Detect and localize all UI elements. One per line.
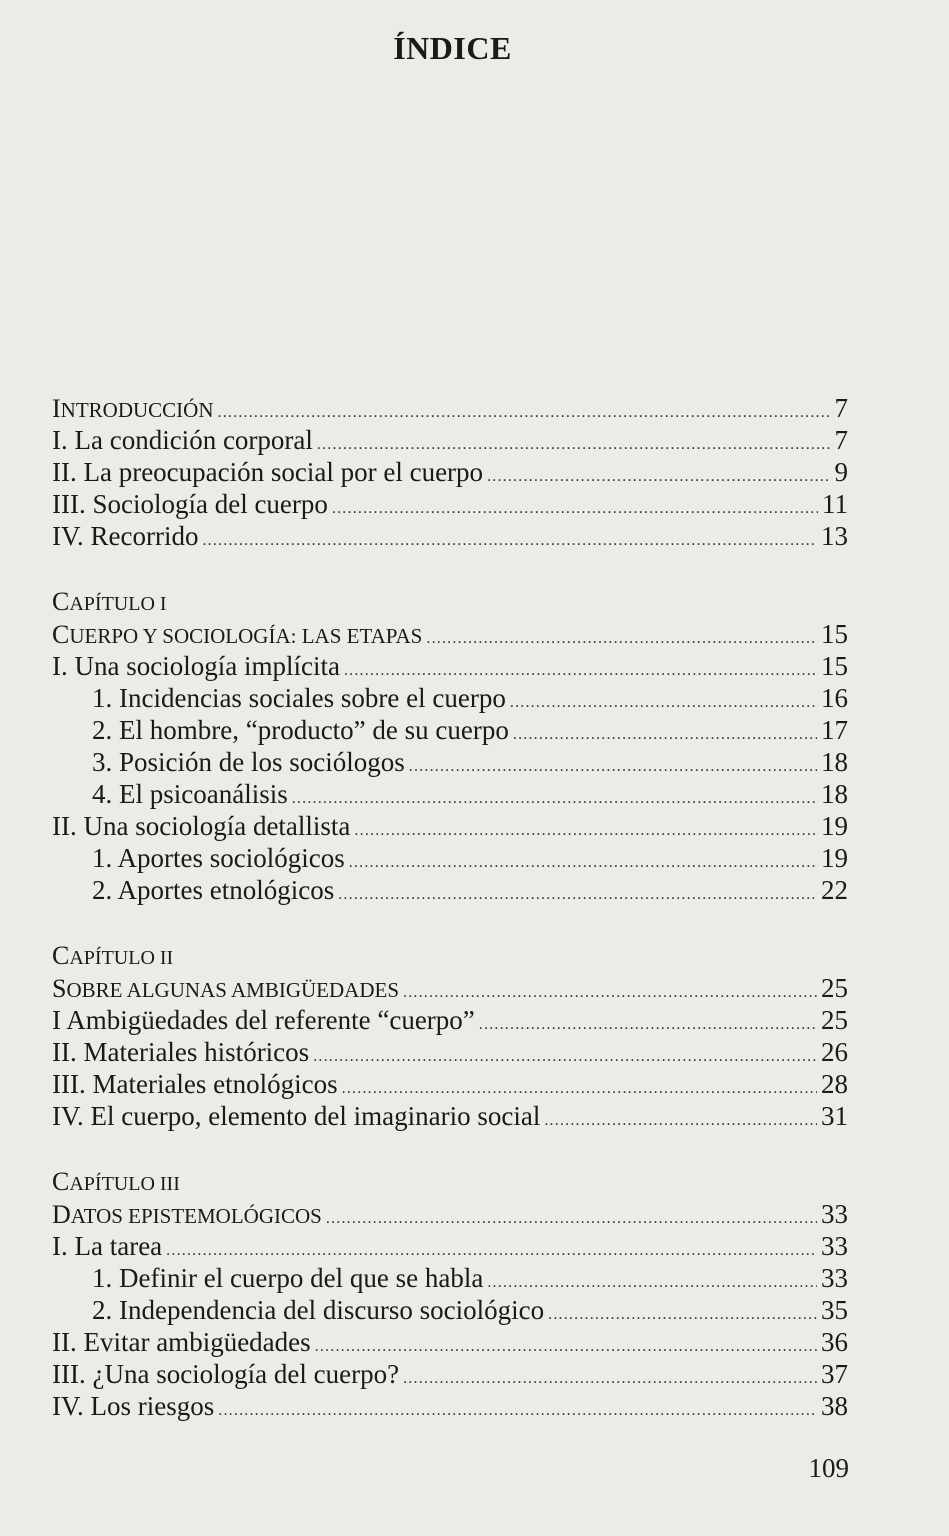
- toc-page-number: 25: [821, 1005, 848, 1035]
- toc-page-number: 18: [821, 779, 848, 809]
- dot-leader: [338, 879, 817, 911]
- dot-leader: [354, 815, 817, 847]
- dot-leader: [426, 623, 817, 655]
- dot-leader: [409, 751, 817, 783]
- toc-page-number: 9: [834, 457, 848, 487]
- toc-page-number: 7: [834, 393, 848, 423]
- table-of-contents: [52, 392, 848, 1422]
- toc-entry: I Ambigüedades del referente “cuerpo” ..... 25: [52, 1004, 848, 1036]
- dot-leader: [326, 1203, 817, 1235]
- toc-entry-introduccion: INTRODUCCIÓN ..... 7: [52, 392, 848, 424]
- toc-subentry: 2. Aportes etnológicos ..... 22: [52, 874, 848, 906]
- toc-page-number: 37: [821, 1359, 848, 1389]
- toc-page-number: 33: [821, 1263, 848, 1293]
- chapter-heading: CAPÍTULO II: [52, 941, 174, 970]
- toc-subentry: 3. Posición de los sociólogos ..... 18: [52, 746, 848, 778]
- toc-page-number: 36: [821, 1327, 848, 1357]
- toc-subentry: 1. Aportes sociológicos ..... 19: [52, 842, 848, 874]
- toc-page-number: 11: [822, 489, 848, 519]
- toc-entry: III. Materiales etnológicos ..... 28: [52, 1068, 848, 1100]
- toc-entry: I. Una sociología implícita ..... 15: [52, 650, 848, 682]
- dot-leader: [292, 783, 817, 815]
- toc-page-number: 38: [821, 1391, 848, 1421]
- toc-page-number: 22: [821, 875, 848, 905]
- toc-subentry: 1. Incidencias sociales sobre el cuerpo ..... 16: [52, 682, 848, 714]
- toc-page-number: 33: [821, 1199, 848, 1229]
- toc-entry: IV. Recorrido ..... 13: [52, 520, 848, 552]
- page-title: ÍNDICE: [393, 30, 512, 66]
- toc-page-number: 31: [821, 1101, 848, 1131]
- page-number: 109: [808, 1453, 849, 1483]
- dot-leader: [218, 1395, 817, 1427]
- toc-page-number: 16: [821, 683, 848, 713]
- toc-entry: IV. Los riesgos ..... 38: [52, 1390, 848, 1422]
- toc-entry: II. Materiales históricos ..... 26: [52, 1036, 848, 1068]
- toc-page-number: 15: [821, 651, 848, 681]
- toc-chapter-section: DATOS EPISTEMOLÓGICOS ..... 33: [52, 1198, 848, 1230]
- toc-subentry: 4. El psicoanálisis ..... 18: [52, 778, 848, 810]
- toc-page-number: 19: [821, 843, 848, 873]
- toc-page-number: 25: [821, 973, 848, 1003]
- toc-page-number: 33: [821, 1231, 848, 1261]
- toc-entry: I. La condición corporal ..... 7: [52, 424, 848, 456]
- dot-leader: [548, 1299, 817, 1331]
- chapter-heading: CAPÍTULO I: [52, 587, 167, 616]
- toc-subentry: 2. Independencia del discurso sociológico ..... 35: [52, 1294, 848, 1326]
- toc-chapter-section: CUERPO Y SOCIOLOGÍA: LAS ETAPAS ..... 15: [52, 618, 848, 650]
- toc-subentry: 1. Definir el cuerpo del que se habla ..... 33: [52, 1262, 848, 1294]
- toc-page-number: 19: [821, 811, 848, 841]
- toc-entry: II. Evitar ambigüedades ..... 36: [52, 1326, 848, 1358]
- dot-leader: [510, 687, 817, 719]
- toc-page-number: 15: [821, 619, 848, 649]
- dot-leader: [513, 719, 817, 751]
- dot-leader: [403, 1363, 817, 1395]
- toc-entry: III. ¿Una sociología del cuerpo? ..... 37: [52, 1358, 848, 1390]
- dot-leader: [202, 525, 817, 557]
- dot-leader: [479, 1009, 817, 1041]
- toc-entry: III. Sociología del cuerpo ..... 11: [52, 488, 848, 520]
- toc-entry: I. La tarea ..... 33: [52, 1230, 848, 1262]
- toc-page-number: 26: [821, 1037, 848, 1067]
- toc-entry: IV. El cuerpo, elemento del imaginario social ..... 31: [52, 1100, 848, 1132]
- toc-subentry: 2. El hombre, “producto” de su cuerpo ..... 17: [52, 714, 848, 746]
- dot-leader: [487, 461, 830, 493]
- chapter-heading: CAPÍTULO III: [52, 1167, 180, 1196]
- toc-page-number: 17: [821, 715, 848, 745]
- toc-page-number: 13: [821, 521, 848, 551]
- toc-page-number: 35: [821, 1295, 848, 1325]
- toc-chapter-section: SOBRE ALGUNAS AMBIGÜEDADES ..... 25: [52, 972, 848, 1004]
- toc-entry: II. Una sociología detallista ..... 19: [52, 810, 848, 842]
- dot-leader: [544, 1105, 817, 1137]
- toc-page-number: 28: [821, 1069, 848, 1099]
- dot-leader: [332, 493, 818, 525]
- toc-entry: II. La preocupación social por el cuerpo ..... 9: [52, 456, 848, 488]
- toc-page-number: 18: [821, 747, 848, 777]
- dot-leader: [313, 1041, 817, 1073]
- dot-leader: [349, 847, 817, 879]
- toc-page-number: 7: [834, 425, 848, 455]
